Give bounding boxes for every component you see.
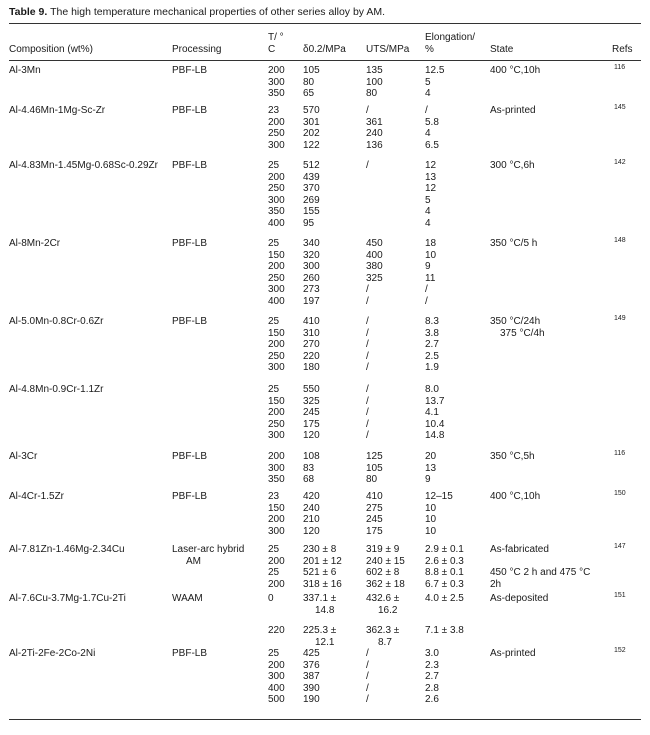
yield-strength-cell: 180 [303,362,320,373]
table-caption-text: The high temperature mechanical properties of other series alloy by AM. [50,6,386,18]
temperature-cell: 200 [268,451,285,462]
elongation-cell: 13 [425,462,437,474]
uts-cell: / [366,284,369,295]
uts-cell: / [366,671,369,682]
uts-cell: / [366,295,369,307]
yield-strength-cell: 80 [303,76,315,88]
uts-cell: 136 [366,139,383,151]
elongation-cell: 6.7 ± 0.3 [425,578,464,590]
reference-number: 149 [614,315,626,322]
state-cell: 375 °C/4h [500,327,545,339]
bottom-rule [9,719,641,720]
uts-cell: / [366,395,369,407]
processing-cell: PBF-LB [172,648,208,659]
yield-strength-cell: 325 [303,395,320,407]
yield-strength-cell: 320 [303,249,320,261]
elongation-cell: 9 [425,261,431,272]
processing-cell: WAAM [172,593,203,604]
uts-cell: 175 [366,525,383,537]
elongation-cell: 18 [425,238,437,249]
yield-strength-cell: 340 [303,238,320,249]
temperature-cell: 200 [268,514,285,525]
processing-cell: PBF-LB [172,238,208,249]
uts-cell: / [366,694,369,705]
elongation-cell: / [425,284,428,295]
yield-strength-cell: 230 ± 8 [303,544,337,555]
elongation-cell: 10 [425,514,437,525]
elongation-cell: 20 [425,451,437,462]
temperature-cell: 300 [268,194,285,206]
uts-cell: 410 [366,491,383,502]
temperature-cell: 23 [268,105,280,116]
yield-strength-cell: 318 ± 16 [303,578,342,590]
processing-cell: Laser-arc hybrid [172,544,245,555]
elongation-cell: 7.1 ± 3.8 [425,625,464,637]
composition-cell: Al-4Cr-1.5Zr [9,491,65,502]
temperature-cell: 350 [268,474,285,485]
yield-strength-cell: 270 [303,339,320,350]
yield-strength-cell: 95 [303,217,315,229]
elongation-cell: 2.7 [425,339,439,350]
yield-strength-cell: 68 [303,474,315,485]
reference-number: 152 [614,647,626,654]
elongation-cell: 10 [425,525,437,537]
state-cell: 350 °C,5h [490,451,535,462]
composition-cell: Al-5.0Mn-0.8Cr-0.6Zr [9,316,104,327]
temperature-cell: 200 [268,407,285,418]
elongation-cell: 13.7 [425,395,445,407]
yield-strength-cell: 376 [303,659,320,671]
temperature-cell: 25 [268,238,280,249]
temperature-cell: 200 [268,555,285,567]
temperature-cell: 25 [268,544,280,555]
composition-cell: Al-7.81Zn-1.46Mg-2.34Cu [9,544,125,555]
yield-strength-cell: 521 ± 6 [303,567,337,578]
yield-strength-cell: 105 [303,65,320,76]
temperature-cell: 300 [268,284,285,295]
elongation-cell: 10 [425,249,437,261]
temperature-cell: 25 [268,316,280,327]
yield-strength-cell: 120 [303,525,320,537]
uts-cell: / [366,407,369,418]
uts-cell: 16.2 [378,604,398,616]
header-elongation-unit: % [425,44,434,55]
yield-strength-cell: 390 [303,682,320,694]
uts-cell: 135 [366,65,383,76]
reference-number: 116 [614,450,626,457]
temperature-cell: 250 [268,183,285,194]
elongation-cell: 2.7 [425,671,439,682]
reference-number: 148 [614,237,626,244]
yield-strength-cell: 570 [303,105,320,116]
header-rule [9,60,641,61]
temperature-cell: 300 [268,525,285,537]
temperature-cell: 200 [268,116,285,128]
elongation-cell: 13 [425,171,437,183]
temperature-cell: 350 [268,88,285,99]
yield-strength-cell: 240 [303,502,320,514]
elongation-cell: 5 [425,76,431,88]
uts-cell: / [366,339,369,350]
yield-strength-cell: 550 [303,384,320,395]
yield-strength-cell: 420 [303,491,320,502]
yield-strength-cell: 337.1 ± [303,593,337,604]
temperature-cell: 25 [268,567,280,578]
yield-strength-cell: 220 [303,350,320,362]
elongation-cell: 9 [425,474,431,485]
composition-cell: Al-7.6Cu-3.7Mg-1.7Cu-2Ti [9,593,126,604]
elongation-cell: 4.1 [425,407,439,418]
temperature-cell: 350 [268,206,285,217]
processing-cell: PBF-LB [172,160,208,171]
reference-number: 116 [614,64,626,71]
composition-cell: Al-4.83Mn-1.45Mg-0.68Sc-0.29Zr [9,160,158,171]
elongation-cell: 2.5 [425,350,439,362]
uts-cell: / [366,350,369,362]
temperature-cell: 25 [268,648,280,659]
temperature-cell: 300 [268,462,285,474]
temperature-cell: 150 [268,327,285,339]
elongation-cell: 12.5 [425,65,445,76]
elongation-cell: 5.8 [425,116,439,128]
uts-cell: 361 [366,116,383,128]
state-cell: 450 °C 2 h and 475 °C [490,567,591,578]
elongation-cell: 3.8 [425,327,439,339]
uts-cell: 100 [366,76,383,88]
elongation-cell: 11 [425,272,436,284]
temperature-cell: 25 [268,384,280,395]
elongation-cell: 4 [425,217,431,229]
yield-strength-cell: 122 [303,139,320,151]
temperature-cell: 0 [268,593,274,604]
elongation-cell: 6.5 [425,139,439,151]
temperature-cell: 200 [268,339,285,350]
elongation-cell: / [425,295,428,307]
elongation-cell: 10 [425,502,437,514]
composition-cell: Al-4.8Mn-0.9Cr-1.1Zr [9,384,104,395]
yield-strength-cell: 260 [303,272,320,284]
uts-cell: 245 [366,514,383,525]
temperature-cell: 250 [268,128,285,139]
header-yield-strength: δ0.2/MPa [303,44,346,55]
uts-cell: / [366,418,369,430]
uts-cell: 400 [366,249,383,261]
yield-strength-cell: 14.8 [315,604,335,616]
elongation-cell: 1.9 [425,362,439,373]
uts-cell: / [366,105,369,116]
uts-cell: / [366,648,369,659]
header-refs: Refs [612,44,633,55]
uts-cell: / [366,659,369,671]
header-processing: Processing [172,44,222,55]
uts-cell: / [366,327,369,339]
uts-cell: / [366,160,369,171]
temperature-cell: 150 [268,502,285,514]
uts-cell: 275 [366,502,383,514]
yield-strength-cell: 201 ± 12 [303,555,342,567]
uts-cell: 80 [366,474,378,485]
yield-strength-cell: 155 [303,206,320,217]
reference-number: 151 [614,592,626,599]
composition-cell: Al-2Ti-2Fe-2Co-2Ni [9,648,96,659]
state-cell: 400 °C,10h [490,491,541,502]
yield-strength-cell: 301 [303,116,320,128]
temperature-cell: 23 [268,491,280,502]
temperature-cell: 400 [268,217,285,229]
state-cell: 350 °C/24h [490,316,541,327]
yield-strength-cell: 387 [303,671,320,682]
temperature-cell: 25 [268,160,280,171]
uts-cell: / [366,384,369,395]
uts-cell: 319 ± 9 [366,544,400,555]
elongation-cell: 14.8 [425,430,445,441]
elongation-cell: 4 [425,88,431,99]
state-cell: 350 °C/5 h [490,238,538,249]
elongation-cell: 4 [425,128,431,139]
header-temperature: T/ ° [268,32,284,43]
processing-cell: AM [186,555,201,567]
state-cell: As-printed [490,648,536,659]
uts-cell: / [366,682,369,694]
temperature-cell: 300 [268,430,285,441]
elongation-cell: 2.8 [425,682,439,694]
elongation-cell: / [425,105,428,116]
elongation-cell: 4.0 ± 2.5 [425,593,464,604]
temperature-cell: 300 [268,76,285,88]
composition-cell: Al-3Cr [9,451,38,462]
elongation-cell: 3.0 [425,648,439,659]
uts-cell: 105 [366,462,383,474]
elongation-cell: 8.0 [425,384,439,395]
state-cell: As-deposited [490,593,549,604]
elongation-cell: 8.3 [425,316,439,327]
composition-cell: Al-8Mn-2Cr [9,238,61,249]
uts-cell: 380 [366,261,383,272]
temperature-cell: 200 [268,659,285,671]
processing-cell: PBF-LB [172,316,208,327]
state-cell: As-fabricated [490,544,549,555]
composition-cell: Al-4.46Mn-1Mg-Sc-Zr [9,105,106,116]
uts-cell: 362 ± 18 [366,578,405,590]
processing-cell: PBF-LB [172,451,208,462]
uts-cell: 602 ± 8 [366,567,400,578]
temperature-cell: 200 [268,171,285,183]
elongation-cell: 2.6 [425,694,439,705]
yield-strength-cell: 190 [303,694,320,705]
temperature-cell: 200 [268,65,285,76]
reference-number: 142 [614,159,626,166]
temperature-cell: 220 [268,625,285,637]
table-caption-label: Table 9. [9,6,48,18]
yield-strength-cell: 108 [303,451,320,462]
header-temperature-unit: C [268,44,276,55]
header-composition: Composition (wt%) [9,44,93,55]
uts-cell: 80 [366,88,378,99]
elongation-cell: 2.3 [425,659,439,671]
yield-strength-cell: 512 [303,160,320,171]
elongation-cell: 12 [425,160,437,171]
uts-cell: 240 [366,128,383,139]
header-uts: UTS/MPa [366,44,410,55]
header-state: State [490,44,514,55]
temperature-cell: 400 [268,682,285,694]
state-cell: 2h [490,578,502,590]
uts-cell: 8.7 [378,636,392,648]
elongation-cell: 12–15 [425,491,453,502]
elongation-cell: 4 [425,206,431,217]
elongation-cell: 10.4 [425,418,445,430]
yield-strength-cell: 410 [303,316,320,327]
yield-strength-cell: 197 [303,295,320,307]
temperature-cell: 200 [268,578,285,590]
header-elongation: Elongation/ [425,32,476,43]
yield-strength-cell: 245 [303,407,320,418]
temperature-cell: 300 [268,671,285,682]
uts-cell: 125 [366,451,383,462]
yield-strength-cell: 370 [303,183,320,194]
temperature-cell: 300 [268,362,285,373]
table-caption [9,6,385,18]
elongation-cell: 2.6 ± 0.3 [425,555,464,567]
uts-cell: 432.6 ± [366,593,400,604]
uts-cell: 362.3 ± [366,625,400,637]
uts-cell: 240 ± 15 [366,555,405,567]
yield-strength-cell: 310 [303,327,320,339]
uts-cell: / [366,362,369,373]
temperature-cell: 500 [268,694,285,705]
yield-strength-cell: 83 [303,462,315,474]
temperature-cell: 150 [268,395,285,407]
temperature-cell: 250 [268,350,285,362]
yield-strength-cell: 225.3 ± [303,625,337,637]
elongation-cell: 5 [425,194,431,206]
reference-number: 147 [614,543,626,550]
processing-cell: PBF-LB [172,65,208,76]
uts-cell: / [366,430,369,441]
composition-cell: Al-3Mn [9,65,41,76]
yield-strength-cell: 300 [303,261,320,272]
yield-strength-cell: 202 [303,128,320,139]
top-rule [9,23,641,24]
temperature-cell: 250 [268,418,285,430]
reference-number: 145 [614,104,626,111]
yield-strength-cell: 425 [303,648,320,659]
temperature-cell: 400 [268,295,285,307]
elongation-cell: 8.8 ± 0.1 [425,567,464,578]
yield-strength-cell: 12.1 [315,636,335,648]
temperature-cell: 200 [268,261,285,272]
state-cell: As-printed [490,105,536,116]
processing-cell: PBF-LB [172,491,208,502]
state-cell: 400 °C,10h [490,65,541,76]
yield-strength-cell: 273 [303,284,320,295]
reference-number: 150 [614,490,626,497]
yield-strength-cell: 269 [303,194,320,206]
yield-strength-cell: 120 [303,430,320,441]
yield-strength-cell: 65 [303,88,315,99]
temperature-cell: 250 [268,272,285,284]
temperature-cell: 150 [268,249,285,261]
temperature-cell: 300 [268,139,285,151]
state-cell: 300 °C,6h [490,160,535,171]
elongation-cell: 2.9 ± 0.1 [425,544,464,555]
uts-cell: / [366,316,369,327]
elongation-cell: 12 [425,183,437,194]
yield-strength-cell: 210 [303,514,320,525]
uts-cell: 450 [366,238,383,249]
yield-strength-cell: 175 [303,418,320,430]
uts-cell: 325 [366,272,383,284]
processing-cell: PBF-LB [172,105,208,116]
yield-strength-cell: 439 [303,171,320,183]
